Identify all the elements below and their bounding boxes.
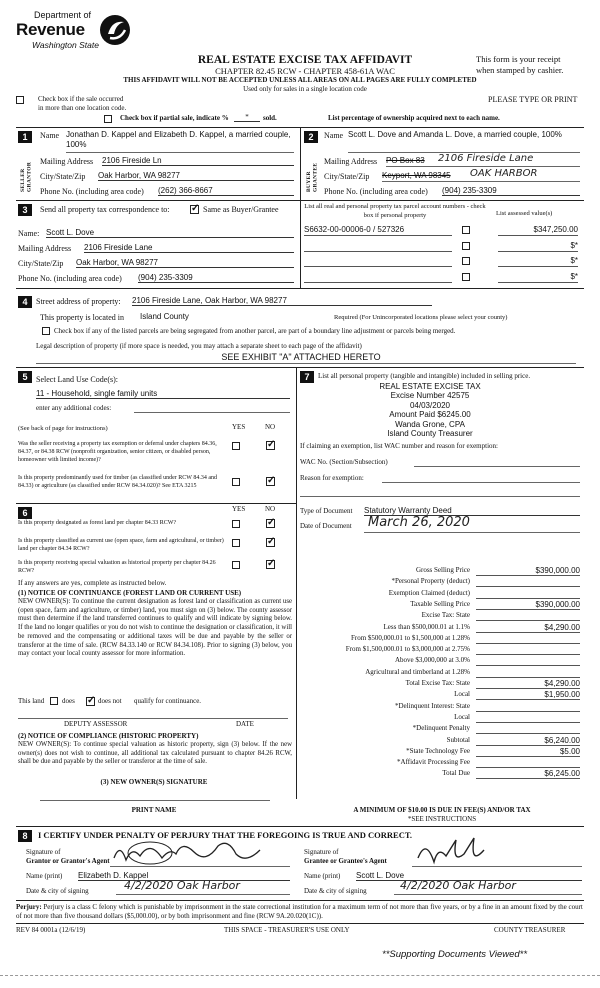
tax-row-value[interactable]: $6,240.00 — [476, 736, 580, 746]
doc-type-value[interactable]: Statutory Warranty Deed — [364, 506, 580, 516]
tax-row — [300, 611, 584, 622]
see-instructions: *SEE INSTRUCTIONS — [407, 815, 477, 823]
land-use-value[interactable]: 11 - Household, single family units — [36, 389, 290, 399]
parcel-row — [302, 255, 582, 270]
tax-row-label: Exemption Claimed (deduct) — [388, 588, 470, 597]
legal-label: Legal description of property (if more space is needed, you may attach a separate sheet to each page of the affidavit) — [36, 342, 362, 350]
multi-location-label2: in more than one location code. — [38, 104, 127, 112]
receipt-line2: when stamped by cashier. — [476, 65, 564, 75]
minimum-note: A MINIMUM OF $10.00 IS DUE IN FEE(S) AND/OR TAX — [353, 806, 531, 814]
tax-row-label: *Affidavit Processing Fee — [397, 758, 470, 767]
tax-row — [300, 600, 584, 611]
dept-line3: Washington State — [32, 40, 99, 50]
send-correspondence-label: Send all property tax correspondence to: — [40, 205, 170, 214]
seller-phone-value[interactable]: (262) 366-8667 — [158, 186, 294, 196]
grantor-sig-label2: Grantor or Grantor's Agent — [26, 857, 110, 865]
form-number: REV 84 0001a (12/6/19) — [16, 926, 86, 934]
parcel-row — [302, 271, 582, 286]
parcel-assessed-value[interactable]: $* — [498, 272, 578, 283]
seller-phone-label: Phone No. (including area code) — [40, 187, 144, 196]
tax-row — [300, 702, 584, 713]
s6-question-2: Is this property classified as current use (open space, farm and agricultural, or timber) land per chapter 84.34 RCW? — [18, 538, 224, 552]
seller-name-value[interactable]: Jonathan D. Kappel and Elizabeth D. Kappel, a married couple, 100% — [66, 130, 291, 149]
partial-sale-checkbox[interactable] — [104, 114, 112, 123]
tax-row-label: Above $3,000,000 at 3.0% — [394, 656, 470, 665]
section-5-number: 5 — [18, 371, 32, 383]
tax-row-label: From $500,000.01 to $1,500,000 at 1.28% — [351, 633, 470, 642]
tax-row-label: *Delinquent Interest: State — [394, 701, 470, 710]
stamp-line: Island County Treasurer — [387, 429, 473, 439]
excise-paid-stamp — [330, 382, 530, 438]
s5-question-2: Is this property predominantly used for timber (as classified under RCW 84.34 and 84.33) or agriculture (as classified under RCW 84.34.020)? See ETA 3215 — [18, 475, 218, 489]
s6-q2-yes[interactable] — [232, 538, 240, 547]
tax-row-value[interactable]: $390,000.00 — [476, 600, 580, 610]
receipt-line1: This form is your receipt — [476, 54, 561, 64]
additional-codes-label: enter any additional codes: — [36, 404, 112, 412]
stamp-line: 04/03/2020 — [409, 400, 451, 410]
tax-name-value[interactable]: Scott L. Dove — [46, 228, 294, 238]
personal-property-checkbox[interactable] — [462, 273, 470, 281]
grantee-signature[interactable] — [412, 836, 502, 868]
tax-row — [300, 589, 584, 600]
tax-row — [300, 724, 584, 735]
parcel-assessed-value[interactable]: $* — [498, 241, 578, 252]
tax-row-value[interactable]: $5.00 — [476, 747, 580, 757]
tax-row-value[interactable]: $390,000.00 — [476, 566, 580, 576]
tax-row — [300, 623, 584, 634]
tax-mail-value[interactable]: 2106 Fireside Lane — [84, 243, 294, 253]
personal-property-checkbox[interactable] — [462, 242, 470, 250]
please-type: PLEASE TYPE OR PRINT — [488, 95, 578, 104]
tax-row-value[interactable] — [476, 634, 580, 644]
grantee-date-value[interactable]: 4/2/2020 Oak Harbor — [400, 879, 516, 892]
section-6-number: 6 — [18, 507, 32, 519]
tax-row-label: Subtotal — [446, 735, 470, 744]
street-label: Street address of property: — [36, 297, 121, 306]
parcel-assessed-value[interactable]: $* — [498, 256, 578, 267]
perjury-notice — [16, 903, 584, 921]
buyer-mail-handwritten[interactable]: 2106 Fireside Lane — [438, 153, 534, 164]
section-1-number: 1 — [18, 131, 32, 143]
multi-location-label: Check box if the sale occurred — [38, 95, 124, 103]
tax-row-label: Agricultural and timberland at 1.28% — [365, 667, 470, 676]
tax-row-label: Excise Tax: State — [421, 611, 470, 620]
grantee-sig-label1: Signature of — [304, 848, 339, 856]
form-chapter: CHAPTER 82.45 RCW - CHAPTER 458-61A WAC — [215, 66, 395, 76]
wac-label: WAC No. (Section/Subsection) — [300, 458, 388, 466]
partial-sale-pct[interactable]: * — [234, 113, 260, 122]
grantor-name-value[interactable]: Elizabeth D. Kappel — [78, 871, 290, 881]
seller-name-label: Name — [40, 131, 60, 140]
s6-question-1: Is this property designated as forest land per chapter 84.33 RCW? — [18, 520, 177, 526]
does-not-label: does not — [98, 697, 122, 705]
tax-row-label: Total Excise Tax: State — [405, 679, 470, 687]
buyer-mail-struck: PO Box 83 — [386, 156, 425, 165]
assessed-header: List assessed value(s) — [496, 210, 553, 217]
tax-row-label: *Delinquent Penalty — [412, 724, 470, 733]
buyer-grantee-label: BUYER GRANTEE — [306, 162, 319, 192]
tax-row — [300, 634, 584, 645]
s6-yes: YES — [232, 505, 246, 513]
tax-row-value[interactable] — [476, 645, 580, 655]
tax-row-value[interactable] — [476, 668, 580, 678]
grantor-signature[interactable] — [110, 838, 290, 868]
street-value[interactable]: 2106 Fireside Lane, Oak Harbor, WA 98277 — [132, 296, 432, 306]
buyer-phone-label: Phone No. (including area code) — [324, 187, 428, 196]
tax-row — [300, 769, 584, 780]
s5-q1-yes[interactable] — [232, 441, 240, 450]
buyer-phone-value[interactable]: (904) 235-3309 — [442, 186, 580, 196]
grantee-date-label: Date & city of signing — [304, 887, 367, 895]
grantor-sig-label1: Signature of — [26, 848, 61, 856]
notice-2-title: (2) NOTICE OF COMPLIANCE (HISTORIC PROPERTY) — [18, 732, 199, 740]
located-label: This property is located in — [40, 313, 124, 322]
grantor-date-value[interactable]: 4/2/2020 Oak Harbor — [124, 879, 240, 892]
tax-row — [300, 645, 584, 656]
sold-label: sold. — [263, 114, 277, 122]
land-use-label: Select Land Use Code(s): — [36, 375, 118, 384]
perjury-label: Perjury: — [16, 903, 42, 911]
s6-if-any: If any answers are yes, complete as instructed below. — [18, 579, 167, 587]
tax-row — [300, 656, 584, 667]
buyer-city-handwritten[interactable]: OAK HARBOR — [470, 168, 538, 179]
notice-3-title: (3) NEW OWNER(S) SIGNATURE — [100, 778, 208, 786]
tax-row-value[interactable]: $4,290.00 — [476, 679, 580, 689]
perjury-text: Perjury is a class C felony which is punishable by imprisonment in the state correctional institution for a maximum term of not more than five years, or by a fine in an amount fixed by the court of not more than five thousand dollars ($5,000.00), or by both imprisonment and fine (RCW 9A.20.020(1C)). — [16, 903, 583, 920]
tear-line — [0, 975, 600, 976]
form-warning: THIS AFFIDAVIT WILL NOT BE ACCEPTED UNLESS ALL AREAS ON ALL PAGES ARE FULLY COMPLETED — [123, 76, 477, 84]
tax-row — [300, 577, 584, 588]
tax-row-value[interactable] — [476, 577, 580, 587]
tax-row — [300, 668, 584, 679]
tax-row-label: Local — [454, 690, 470, 699]
notice-1-title: (1) NOTICE OF CONTINUANCE (FOREST LAND OR CURRENT USE) — [18, 589, 242, 597]
supporting-docs-note: **Supporting Documents Viewed** — [382, 949, 528, 960]
parcel-assessed-value[interactable]: $347,250.00 — [498, 225, 578, 236]
buyer-name-label: Name — [324, 131, 344, 140]
notice-2-text: NEW OWNER(S): To continue special valuation as historic property, sign (3) below. If the new owner(s) does not wish to continue, all additional tax calculated pursuant to chapter 84.26 RCW, shall be due and payable by the seller or transferor at the time of sale. — [18, 741, 292, 766]
revenue-logo — [14, 8, 134, 70]
s6-q1-no[interactable] — [266, 518, 275, 528]
located-value[interactable]: Island County — [140, 312, 189, 321]
reason-label: Reason for exemption: — [300, 474, 364, 482]
tax-row-value[interactable] — [476, 713, 580, 723]
tax-row-label: From $1,500,000.01 to $3,000,000 at 2.75% — [345, 645, 470, 654]
grantee-name-value[interactable]: Scott L. Dove — [356, 871, 582, 881]
tax-row-value[interactable]: $1,950.00 — [476, 690, 580, 700]
this-land-label: This land — [18, 697, 45, 705]
doc-type-label: Type of Document — [300, 507, 353, 515]
form-title: REAL ESTATE EXCISE TAX AFFIDAVIT — [197, 54, 413, 66]
parcel-account[interactable] — [304, 241, 452, 252]
s6-q3-yes[interactable] — [232, 560, 240, 569]
see-back-note: (See back of page for instructions) — [18, 425, 108, 432]
parcel-account[interactable]: S6632-00-00006-0 / 527326 — [304, 225, 452, 236]
tax-row-label: Gross Selling Price — [415, 566, 470, 574]
tax-name-label: Name: — [18, 229, 40, 238]
s6-q1-yes[interactable] — [232, 519, 240, 528]
tax-row — [300, 747, 584, 758]
print-name-label: PRINT NAME — [131, 806, 177, 814]
tax-row — [300, 690, 584, 701]
tax-row-value[interactable] — [476, 611, 580, 621]
grantor-name-label: Name (print) — [26, 872, 63, 880]
s5-question-1: Was the seller receiving a property tax exemption or deferral under chapters 84.36, 84.37, or 84.38 RCW (nonprofit organization, senior citizen, or disabled person, homeowner with limited income)? — [18, 441, 217, 463]
s6-q3-no[interactable] — [266, 559, 275, 569]
tax-row-value[interactable] — [476, 656, 580, 666]
tax-row-label: *State Technology Fee — [406, 746, 470, 755]
section-3-number: 3 — [18, 204, 32, 216]
dept-line2: Revenue — [16, 20, 85, 39]
s5-q2-yes[interactable] — [232, 477, 240, 486]
ownership-note: List percentage of ownership acquired next to each name. — [328, 114, 500, 122]
personal-property-checkbox[interactable] — [462, 226, 470, 234]
tax-row-value[interactable] — [476, 702, 580, 712]
tax-mail-label: Mailing Address — [18, 244, 72, 253]
tax-phone-value[interactable]: (904) 235-3309 — [138, 273, 294, 283]
tax-row-label: *Personal Property (deduct) — [391, 577, 470, 586]
tax-row-label: Local — [454, 712, 470, 721]
seller-city-value[interactable]: Oak Harbor, WA 98277 — [98, 171, 294, 181]
single-location-note: Used only for sales in a single location code — [243, 85, 367, 93]
tax-row-label: Taxable Selling Price — [410, 599, 470, 608]
s5-yes: YES — [232, 423, 246, 431]
tax-row-label: Total Due — [442, 769, 470, 778]
s5-q1-no[interactable] — [266, 440, 275, 450]
parcel-list — [302, 224, 582, 286]
logo-swirl-icon — [98, 12, 132, 48]
stamp-line: Wanda Grone, CPA — [395, 419, 465, 429]
stamp-line: Excise Number 42575 — [390, 391, 470, 401]
tax-row — [300, 566, 584, 577]
buyer-mail-label: Mailing Address — [324, 157, 378, 166]
does-checkbox[interactable] — [50, 696, 58, 705]
stamp-line: Amount Paid $6245.00 — [389, 410, 471, 420]
seller-mail-label: Mailing Address — [40, 157, 94, 166]
seller-grantor-label: SELLER GRANTOR — [20, 161, 33, 192]
grantor-date-label: Date & city of signing — [26, 887, 89, 895]
legal-value[interactable]: SEE EXHIBIT "A" ATTACHED HERETO — [221, 352, 381, 362]
county-treasurer: COUNTY TREASURER — [494, 926, 566, 934]
tax-row-label: Less than $500,000.01 at 1.1% — [383, 622, 470, 631]
parcel-header: List all real and personal property tax parcel account numbers - check box if personal property — [304, 203, 486, 219]
section-4-number: 4 — [18, 296, 32, 308]
tax-city-value[interactable]: Oak Harbor, WA 98277 — [76, 258, 294, 268]
does-label: does — [62, 697, 75, 705]
doc-date-label: Date of Document — [300, 522, 352, 530]
doc-date-value[interactable]: March 26, 2020 — [368, 515, 470, 530]
s6-no: NO — [265, 505, 276, 513]
parcel-row — [302, 224, 582, 239]
section-2-number: 2 — [304, 131, 318, 143]
same-as-checkbox[interactable] — [190, 204, 199, 214]
parcel-account[interactable] — [304, 272, 452, 283]
required-note: Required (For Unincorporated locations please select your county) — [334, 314, 508, 321]
tax-phone-label: Phone No. (including area code) — [18, 274, 122, 283]
segregated-label: Check box if any of the listed parcels are being segregated from another parcel, are part of a boundary line adjustment or parcels being merged. — [54, 327, 456, 335]
s5-q2-no[interactable] — [266, 476, 275, 486]
tax-row — [300, 713, 584, 724]
seller-city-label: City/State/Zip — [40, 172, 86, 181]
partial-sale-label: Check box if partial sale, indicate % — [120, 114, 229, 122]
treasurer-use-only: THIS SPACE - TREASURER'S USE ONLY — [224, 926, 350, 934]
same-as-label: Same as Buyer/Grantee — [203, 205, 279, 214]
section-8-number: 8 — [18, 830, 32, 842]
tax-row — [300, 758, 584, 769]
personal-property-label: List all personal property (tangible and intangible) included in selling price. — [318, 372, 531, 380]
does-not-checkbox[interactable] — [86, 696, 95, 706]
tax-row-value[interactable]: $4,290.00 — [476, 623, 580, 633]
multi-location-checkbox[interactable] — [16, 95, 24, 104]
tax-row-value[interactable] — [476, 758, 580, 768]
stamp-line: REAL ESTATE EXCISE TAX — [379, 382, 481, 391]
tax-row — [300, 679, 584, 690]
buyer-city-label: City/State/Zip — [324, 172, 370, 181]
s6-question-3: Is this property receiving special valuation as historical property per chapter 84.26 RCW? — [18, 560, 216, 574]
qualify-label: qualify for continuance. — [134, 697, 202, 705]
tax-row-value[interactable]: $6,245.00 — [476, 769, 580, 779]
parcel-account[interactable] — [304, 256, 452, 267]
grantee-sig-label2: Grantee or Grantee's Agent — [304, 857, 387, 865]
s6-q2-no[interactable] — [266, 537, 275, 547]
certify-statement: I CERTIFY UNDER PENALTY OF PERJURY THAT THE FOREGOING IS TRUE AND CORRECT. — [38, 830, 413, 840]
deputy-assessor-label: DEPUTY ASSESSOR — [64, 720, 128, 728]
deputy-date-label: DATE — [236, 720, 254, 728]
segregated-checkbox[interactable] — [42, 326, 50, 335]
personal-property-checkbox[interactable] — [462, 257, 470, 265]
tax-row-value[interactable] — [476, 589, 580, 599]
tax-city-label: City/State/Zip — [18, 259, 64, 268]
tax-row-value[interactable] — [476, 724, 580, 734]
tax-row — [300, 736, 584, 747]
parcel-row — [302, 240, 582, 255]
s5-no: NO — [265, 423, 276, 431]
grantee-name-label: Name (print) — [304, 872, 341, 880]
buyer-name-value[interactable]: Scott L. Dove and Amanda L. Dove, a married couple, 100% — [348, 130, 562, 139]
dept-line1: Department of — [34, 10, 92, 20]
notice-1-text: NEW OWNER(S): To continue the current designation as forest land or classification as current use (open space, farm and agriculture, or timber) land, you must sign on (3) below. The county assessor must then determine if the land transferred continues to qualify and will indicate by signing below. If the land no longer qualifies or you do not wish to continue the designation or classification, it will be removed and the compensating or additional taxes will be due and payable by the seller or transferor at the time of sale. (RCW 84.33.140 or RCW 84.34.108). Prior to signing (3) below, you may contact your local county assessor for more information. — [18, 598, 292, 658]
exemption-label: If claiming an exemption, list WAC number and reason for exemption: — [300, 442, 498, 450]
seller-mail-value[interactable]: 2106 Fireside Ln — [102, 156, 294, 166]
buyer-city-struck: Keyport, WA 98345 — [382, 171, 451, 180]
section-7-number: 7 — [300, 371, 314, 383]
